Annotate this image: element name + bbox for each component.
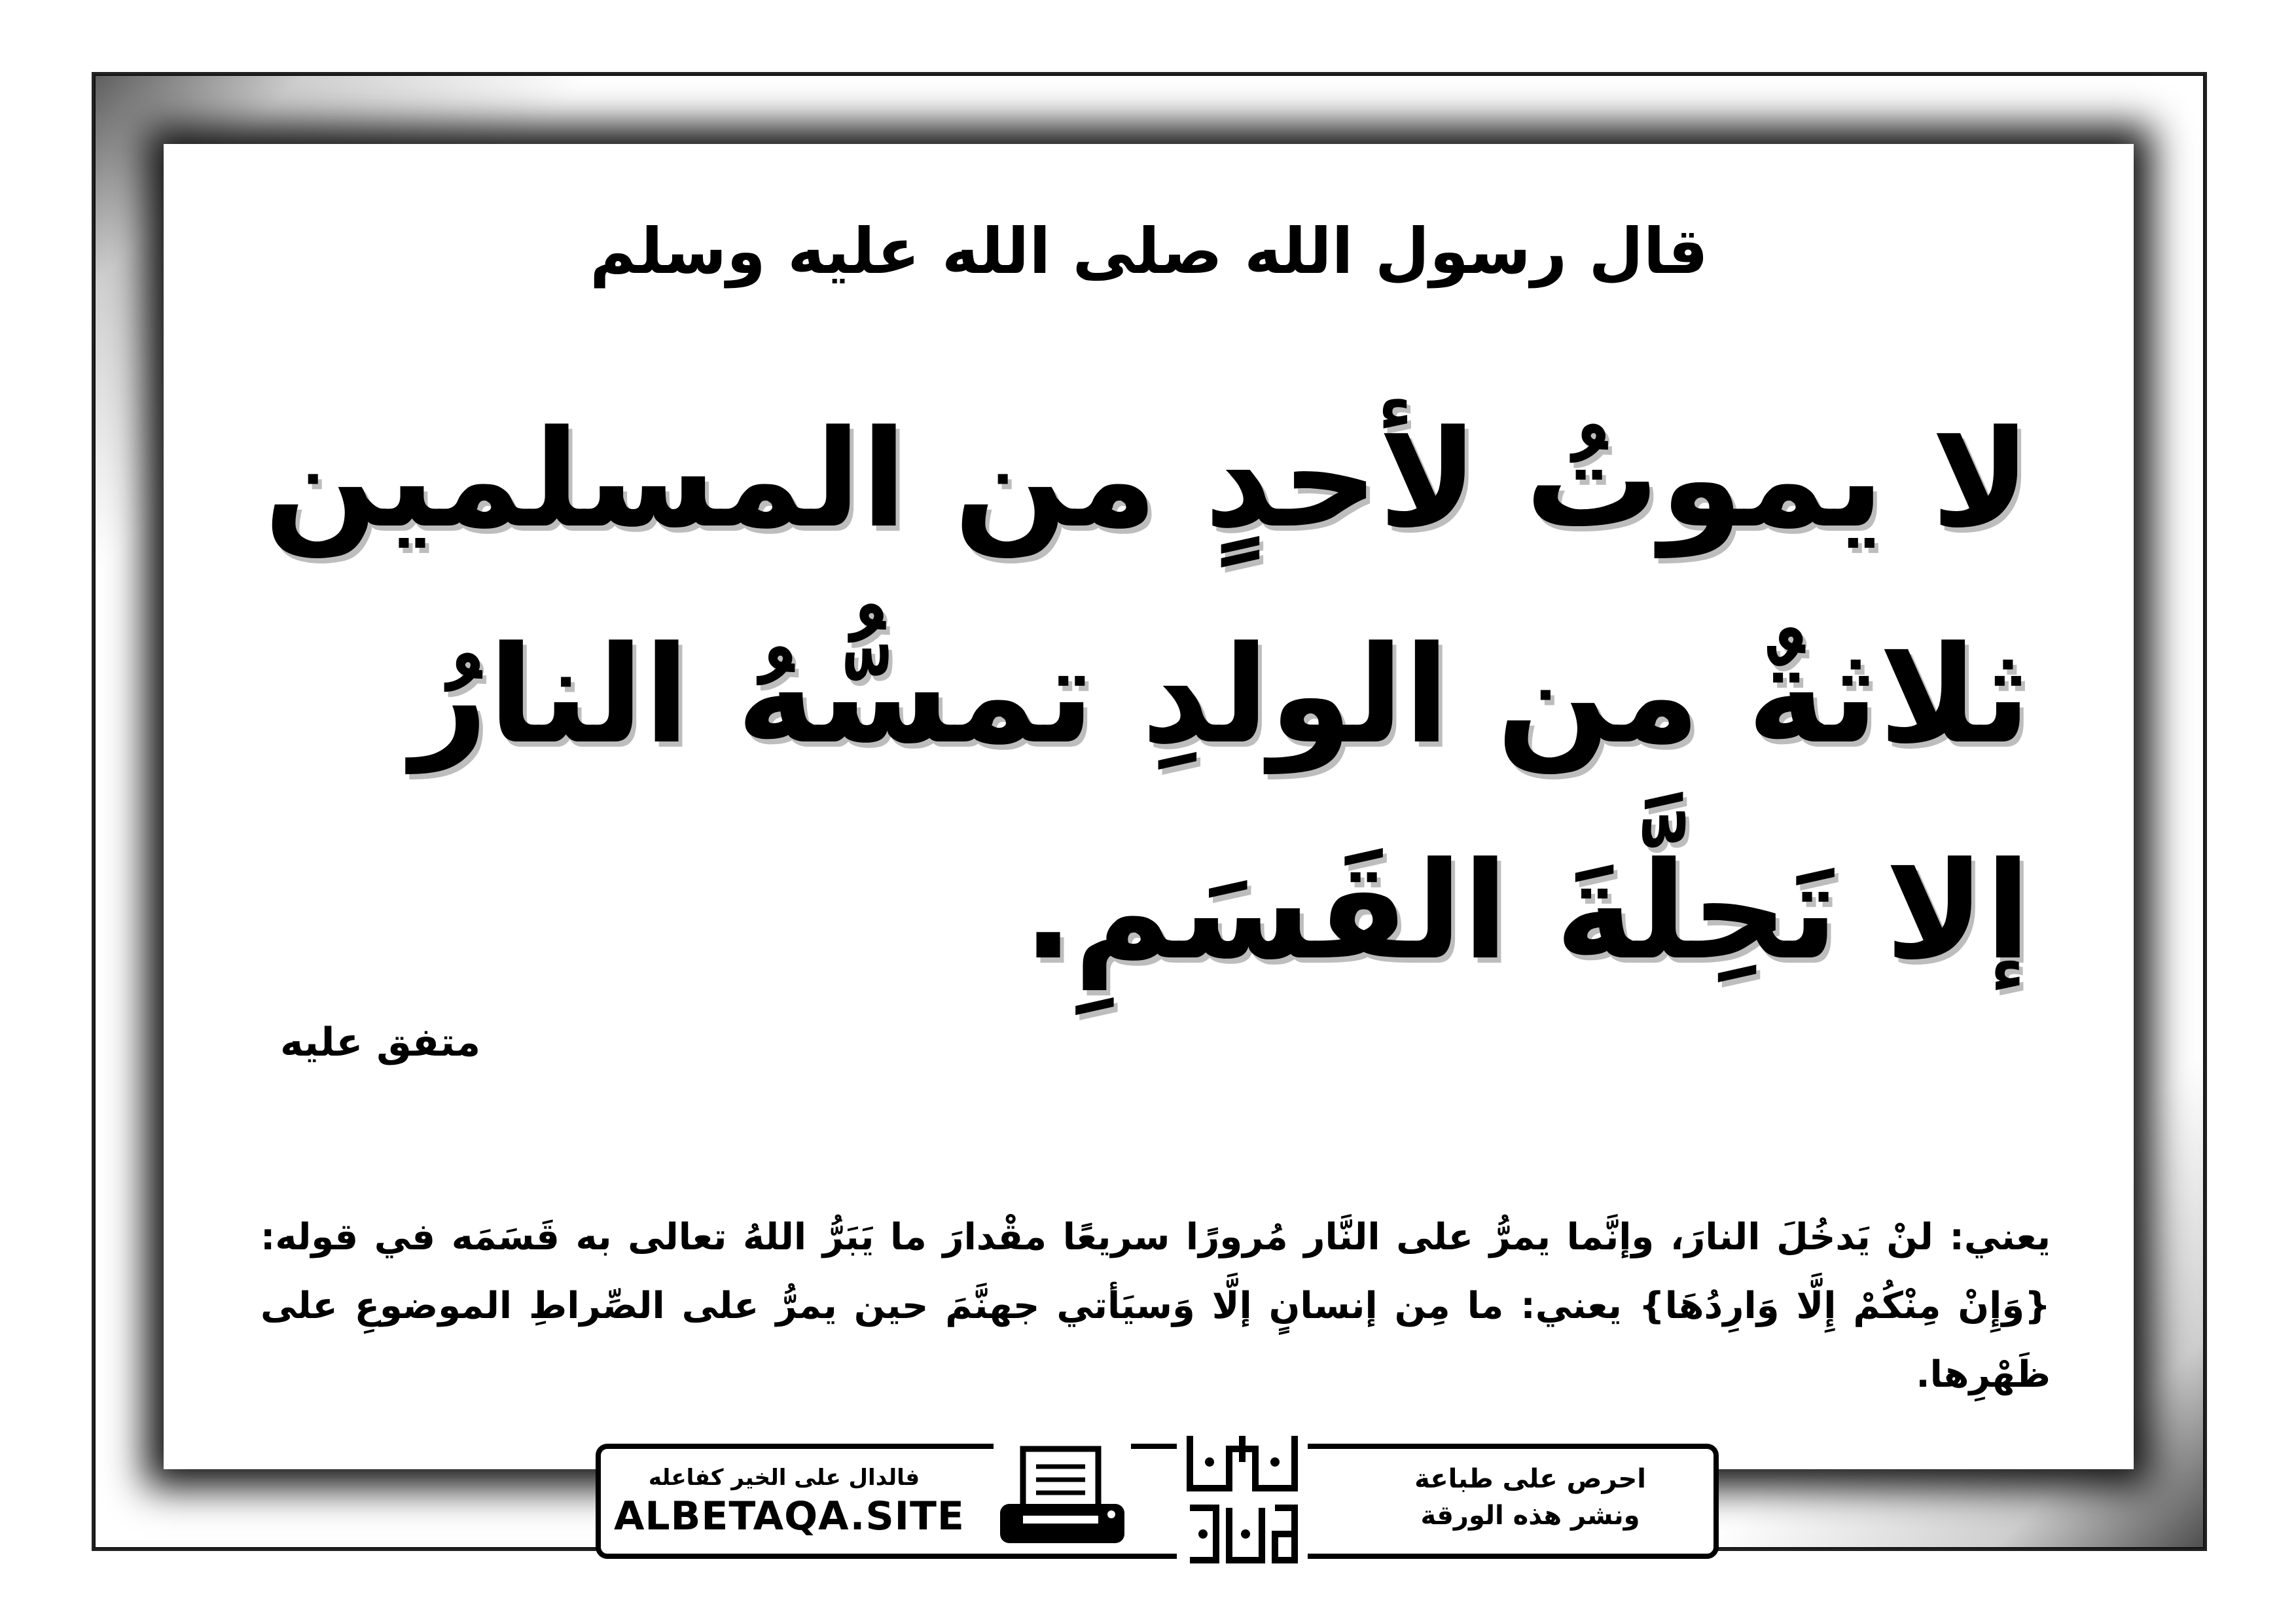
hadith-attribution-header: قال رسول الله صلى الله عليه وسلم bbox=[590, 215, 1708, 288]
hadith-line-1: لا يموتُ لأحدٍ من المسلمين bbox=[264, 402, 2031, 558]
hadith-source: متفق عليه bbox=[280, 1020, 481, 1065]
footer-site-block bbox=[614, 1455, 965, 1544]
footer-print-note bbox=[1360, 1461, 1700, 1534]
content-panel bbox=[188, 169, 2109, 1452]
hadith-line-3: إلا تَحِلَّةَ القَسَمِ. bbox=[1022, 834, 2031, 990]
print-note-line-1: احرص على طباعة bbox=[1414, 1464, 1646, 1494]
hadith-text bbox=[264, 372, 2031, 1020]
site-url: ALBETAQA.SITE bbox=[614, 1493, 965, 1539]
print-note-line-2: ونشر هذه الورقة bbox=[1420, 1501, 1640, 1531]
hadith-line-2: ثلاثةٌ من الولدِ تمسُّهُ النارُ bbox=[410, 618, 2031, 774]
dal-text: فالدال على الخير كفاعله bbox=[648, 1465, 920, 1491]
dawa-logo bbox=[1177, 1423, 1308, 1573]
footer-badge bbox=[596, 1444, 1719, 1559]
printer-icon bbox=[994, 1444, 1131, 1548]
explanation-text: يعني: لنْ يَدخُلَ النارَ، وإنَّما يمرُّ على النَّار مُرورًا سريعًا مقْدارَ ما يَبَرُّ اللهُ تعالى به قَسَمَه في قوله: {وَإِنْ مِنْكُمْ إِلَّا وَارِدُهَا} يعني: ما مِن إنسانٍ إلَّا وَسيَأتي جهنَّمَ حين يمرُّ على الصِّراطِ الموضوعِ على ظَهْرِها. bbox=[260, 1216, 2051, 1396]
